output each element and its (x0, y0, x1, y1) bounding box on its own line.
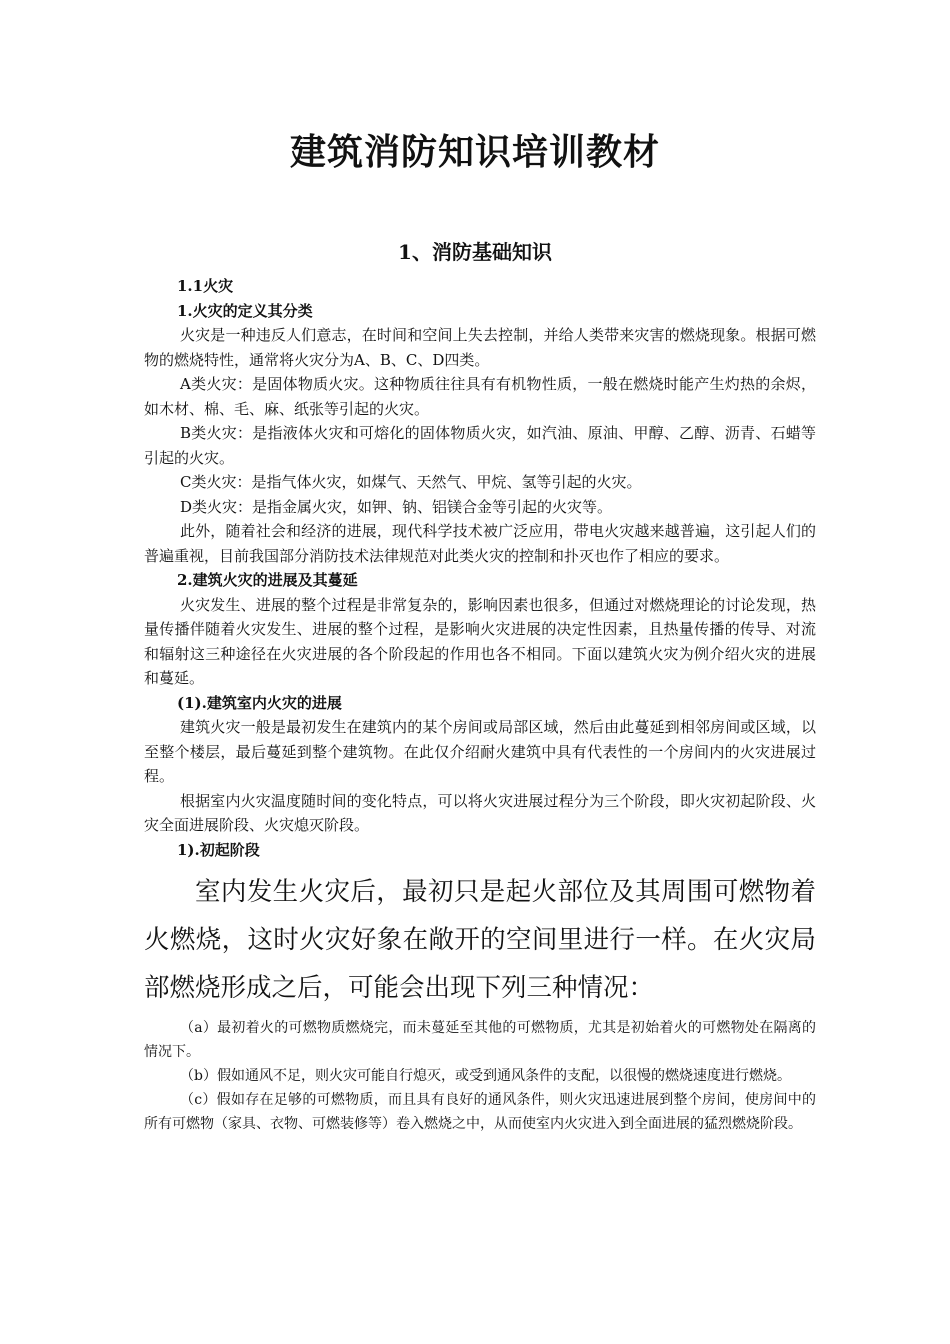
paragraph-class-b: B类火灾：是指液体火灾和可熔化的固体物质火灾，如汽油、原油、甲醇、乙醇、沥青、石蜡等引起的火灾。 (144, 424, 816, 467)
subheading-indoor-fire: (1).建筑室内火灾的进展 (177, 693, 342, 712)
paragraph-class-d: D类火灾：是指金属火灾，如钾、钠、铝镁合金等引起的火灾等。 (180, 497, 613, 516)
paragraph-indoor: 建筑火灾一般是最初发生在建筑内的某个房间或局部区域，然后由此蔓延到相邻房间或区域，以至整个楼层，最后蔓延到整个建筑物。在此仅介绍耐火建筑中具有代表性的一个房间内的火灾进展过程。 (144, 718, 816, 785)
paragraph-class-a: A类火灾：是固体物质火灾。这种物质往往具有有机物性质，一般在燃烧时能产生灼热的余烬，如木材、棉、毛、麻、纸张等引起的火灾。 (144, 375, 816, 418)
document-body (144, 274, 816, 1136)
paragraph-case-a: （a）最初着火的可燃物质燃烧完，而未蔓延至其他的可燃物质，尤其是初始着火的可燃物处在隔离的情况下。 (144, 1020, 816, 1060)
subheading-1-1: 1.1火灾 (177, 277, 234, 295)
paragraph-spread: 火灾发生、进展的整个过程是非常复杂的，影响因素也很多，但通过对燃烧理论的讨论发现，热量传播伴随着火灾发生、进展的整个过程，是影响火灾进展的决定性因素，且热量传播的传导、对流和辐射这三种途径在火灾进展的各个阶段起的作用也各不相同。下面以建筑火灾为例介绍火灾的进展和蔓延。 (144, 595, 816, 687)
section-heading: 1、消防基础知识 (398, 240, 552, 264)
paragraph-initial-stage: 室内发生火灾后，最初只是起火部位及其周围可燃物着火燃烧，这时火灾好象在敞开的空间里进行一样。在火灾局部燃烧形成之后，可能会出现下列三种情况： (144, 877, 816, 1003)
subheading-fire-spread: 2.建筑火灾的进展及其蔓延 (177, 571, 358, 589)
paragraph-case-b: （b）假如通风不足，则火灾可能自行熄灭，或受到通风条件的支配，以很慢的燃烧速度进行燃烧。 (180, 1068, 791, 1084)
paragraph-case-c: （c）假如存在足够的可燃物质，而且具有良好的通风条件，则火灾迅速进展到整个房间，使房间中的所有可燃物（家具、衣物、可燃装修等）卷入燃烧之中，从而使室内火灾进入到全面进展的猛烈燃烧阶段。 (144, 1092, 816, 1132)
paragraph-intro: 火灾是一种违反人们意志，在时间和空间上失去控制，并给人类带来灾害的燃烧现象。根据可燃物的燃烧特性，通常将火灾分为A、B、C、D四类。 (144, 326, 816, 369)
paragraph-stages: 根据室内火灾温度随时间的变化特点，可以将火灾进展过程分为三个阶段，即火灾初起阶段、火灾全面进展阶段、火灾熄灭阶段。 (144, 791, 816, 834)
paragraph-electric-fire: 此外，随着社会和经济的进展，现代科学技术被广泛应用，带电火灾越来越普遍，这引起人们的普遍重视，目前我国部分消防技术法律规范对此类火灾的控制和扑灭也作了相应的要求。 (144, 522, 816, 565)
document-title: 建筑消防知识培训教材 (289, 131, 660, 173)
paragraph-class-c: C类火灾：是指气体火灾，如煤气、天然气、甲烷、氢等引起的火灾。 (180, 473, 642, 491)
subheading-initial-stage: 1).初起阶段 (177, 840, 260, 859)
subheading-fire-definition: 1.火灾的定义其分类 (177, 301, 313, 320)
